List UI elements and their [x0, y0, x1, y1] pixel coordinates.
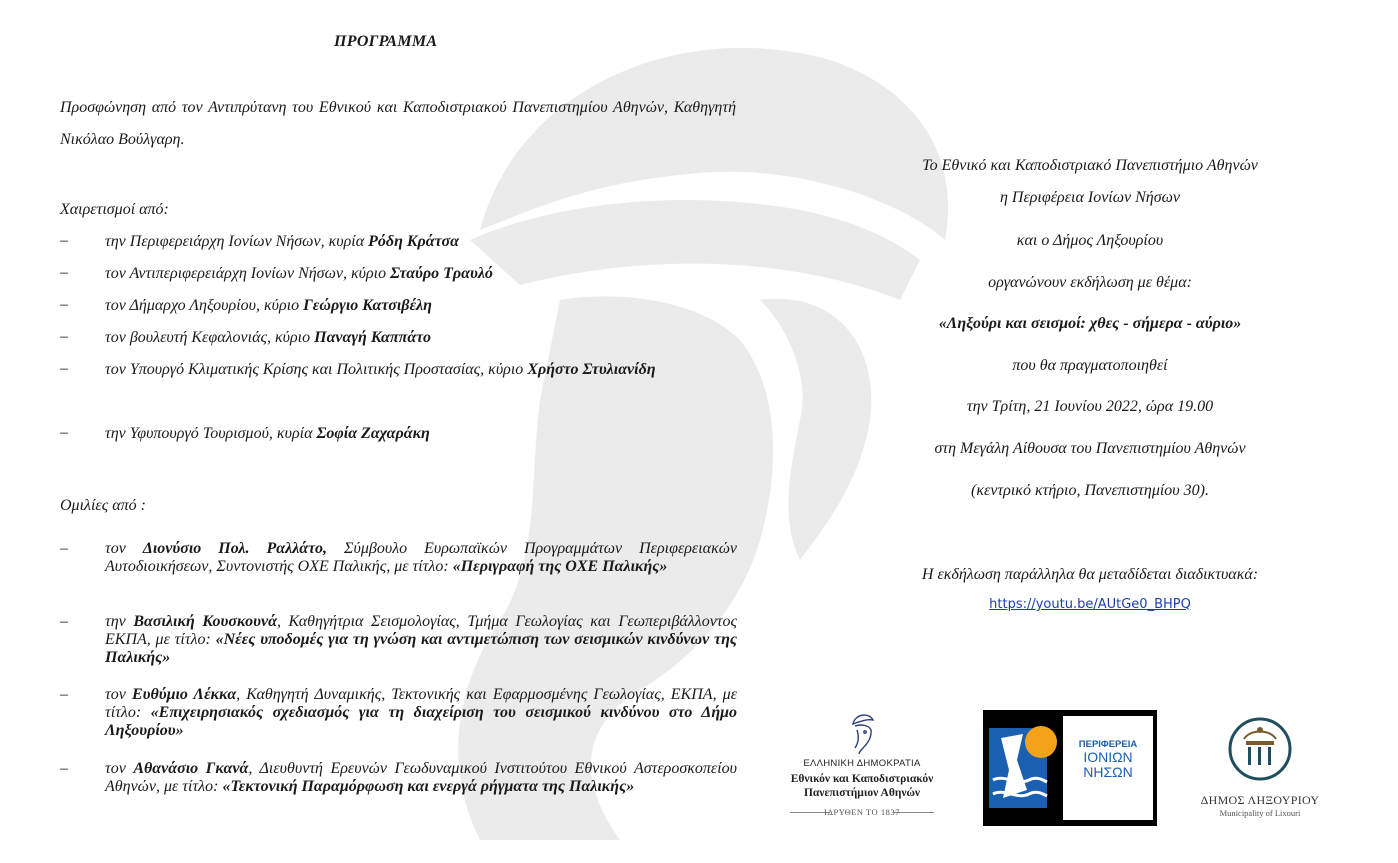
list-bullet: – [60, 296, 68, 313]
event-venue: στη Μεγάλη Αίθουσα του Πανεπιστημίου Αθηνών [934, 440, 1246, 457]
speaker-name: Διονύσιο Πολ. Ραλλάτο, [142, 540, 328, 557]
list-bullet: – [60, 328, 68, 345]
talk-prefix: τον [105, 760, 134, 777]
program-title: ΠΡΟΓΡΑΜΜΑ [334, 33, 438, 50]
event-datetime: την Τρίτη, 21 Ιουνίου 2022, ώρα 19.00 [966, 398, 1214, 415]
greeting-item [105, 354, 737, 386]
speaker-description: , Καθηγητή Δυναμικής, Τεκτονικής και Εφαρμοσμένης Γεωλογίας, ΕΚΠΑ, με τίτλο: [105, 686, 738, 721]
list-bullet: – [60, 360, 68, 377]
greeting-name: Γεώργιο Κατσιβέλη [303, 297, 432, 314]
greeting-item [105, 322, 737, 354]
speaker-name: Αθανάσιο Γκανά [133, 760, 249, 777]
speaker-name: Βασιλική Κουσκουνά [133, 613, 277, 630]
greeting-name: Ρόδη Κράτσα [368, 233, 459, 250]
event-will-take-place: που θα πραγματοποιηθεί [1012, 357, 1168, 374]
talks-heading: Ομιλίες από : [60, 497, 146, 514]
event-intro: οργανώνουν εκδήλωση με θέμα: [988, 274, 1192, 291]
greetings-heading: Χαιρετισμοί από: [60, 201, 169, 218]
stream-note: Η εκδήλωση παράλληλα θα μεταδίδεται διαδικτυακά: [921, 566, 1259, 583]
lixouri-name-en: Municipality of Lixouri [1219, 808, 1301, 818]
uoa-logo [762, 708, 962, 826]
list-bullet: – [60, 613, 68, 630]
talk-item [105, 540, 737, 576]
list-bullet: – [60, 232, 68, 249]
talk-prefix: την [105, 613, 134, 630]
opening-address: Προσφώνηση από τον Αντιπρύτανη του Εθνικού και Καποδιστριακού Πανεπιστημίου Αθηνών, Καθηγητή Νικόλαο Βούλγαρη. [60, 99, 736, 148]
greeting-name: Σοφία Ζαχαράκη [316, 425, 430, 442]
lixouri-name: ΔΗΜΟΣ ΛΗΞΟΥΡΙΟΥ [1200, 793, 1320, 807]
ionian-name-line-1: ΙΟΝΙΩΝ [1083, 749, 1133, 765]
greeting-name: Χρήστο Στυλιανίδη [527, 361, 656, 378]
greeting-item [105, 418, 737, 450]
uoa-name-line-1: Εθνικόν και Καποδιστριακόν [790, 773, 934, 785]
event-theme: «Ληξούρι και σεισμοί: χθες - σήμερα - αύριο» [938, 315, 1242, 332]
talk-title: «Τεκτονική Παραμόρφωση και ενεργά ρήγματα της Παλικής» [222, 778, 635, 795]
list-bullet: – [60, 264, 68, 281]
speaker-description: , Διευθυντή Ερευνών Γεωδυναμικού Ινστιτούτου Εθνικού Αστεροσκοπείου Αθηνών, με τίτλο: [105, 760, 738, 795]
lixouri-logo [1185, 715, 1335, 823]
greeting-item [105, 290, 737, 322]
uoa-name-line-2: Πανεπιστήμιον Αθηνών [803, 787, 921, 799]
talk-prefix: τον [105, 540, 143, 557]
uoa-republic-label: ΕΛΛΗΝΙΚΗ ΔΗΜΟΚΡΑΤΙΑ [803, 758, 921, 769]
talk-title: «Περιγραφή της ΟΧΕ Παλικής» [452, 558, 668, 575]
talk-item [105, 613, 737, 667]
talk-title: «Νέες υποδομές για τη γνώση και αντιμετώπιση των σεισμικών κινδύνων της Παλικής» [105, 631, 737, 666]
list-bullet: – [60, 760, 68, 777]
list-bullet: – [60, 686, 68, 703]
talk-item [105, 686, 737, 740]
event-venue-detail: (κεντρικό κτήριο, Πανεπιστημίου 30). [971, 482, 1209, 499]
greeting-item [105, 226, 737, 258]
speaker-description: , Καθηγήτρια Σεισμολογίας, Τμήμα Γεωλογίας και Γεωπεριβάλλοντος ΕΚΠΑ, με τίτλο: [105, 613, 738, 648]
ionian-name-line-2: ΝΗΣΩΝ [1083, 764, 1133, 780]
ionian-region-logo [983, 710, 1157, 826]
organizer-municipality: και ο Δήμος Ληξουρίου [1016, 232, 1164, 249]
greeting-text: τον Δήμαρχο Ληξουρίου, κύριο [105, 297, 304, 314]
speaker-name: Ευθύμιο Λέκκα [131, 686, 237, 703]
greeting-name: Παναγή Καππάτο [314, 329, 432, 346]
greeting-text: την Υφυπουργό Τουρισμού, κυρία [105, 425, 317, 442]
greeting-text: τον Υπουργό Κλιματικής Κρίσης και Πολιτικής Προστασίας, κύριο [105, 361, 528, 378]
ionian-name [1063, 750, 1153, 780]
talk-title: «Επιχειρησιακός σχεδιασμός για τη διαχείριση του σεισμικού κινδύνου στο Δήμο Ληξουρίου» [105, 704, 738, 739]
athena-emblem-icon [847, 710, 877, 754]
ionian-label-region: ΠΕΡΙΦΕΡΕΙΑ [1078, 739, 1138, 750]
list-bullet: – [60, 424, 68, 441]
greeting-name: Σταύρο Τραυλό [390, 265, 493, 282]
greeting-text: τον Αντιπεριφερειάρχη Ιονίων Νήσων, κύριο [105, 265, 391, 282]
uoa-name [762, 772, 962, 800]
list-bullet: – [60, 540, 68, 557]
greeting-item [105, 258, 737, 290]
ionian-emblem-icon [987, 720, 1059, 816]
stream-link[interactable]: https://youtu.be/AUtGe0_BHPQ [989, 597, 1191, 612]
speaker-description: Σύμβουλο Ευρωπαϊκών Προγραμμάτων Περιφερειακών Αυτοδιοικήσεων, Συντονιστής ΟΧΕ Παλικής, με τίτλο: [105, 540, 738, 575]
organizer-university: Το Εθνικό και Καποδιστριακό Πανεπιστήμιο Αθηνών [922, 157, 1258, 174]
uoa-founded-label: ΙΔΡΥΘΕΝ ΤΟ 1837 [824, 807, 900, 817]
talk-prefix: τον [105, 686, 132, 703]
lixouri-emblem-icon [1228, 715, 1292, 787]
greeting-text: την Περιφερειάρχη Ιονίων Νήσων, κυρία [105, 233, 369, 250]
talk-item [105, 760, 737, 796]
organizer-region: η Περιφέρεια Ιονίων Νήσων [999, 189, 1181, 206]
greeting-text: τον βουλευτή Κεφαλονιάς, κύριο [105, 329, 315, 346]
